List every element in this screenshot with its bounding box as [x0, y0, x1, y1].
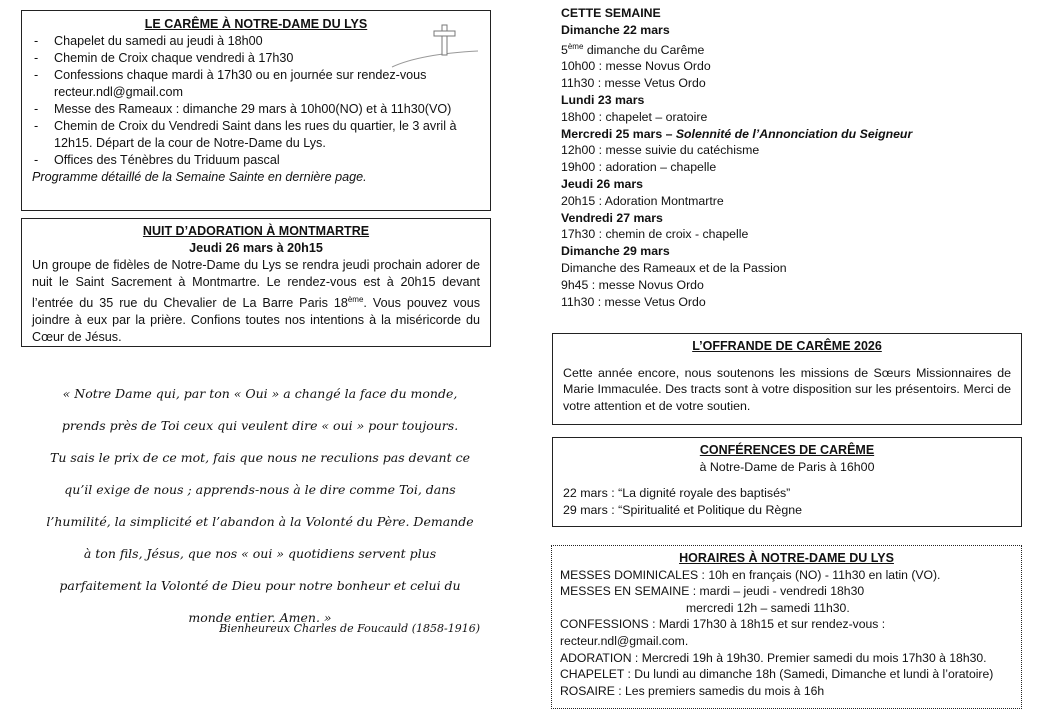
schedule-line: Dimanche des Rameaux et de la Passion	[561, 261, 787, 276]
prayer-line: Tu sais le prix de ce mot, fais que nous ne reculions pas devant ce	[50, 450, 470, 465]
nuit-text-b: . Vous pouvez vous joindre à eux par la prière. Confions toutes nos intentions à la miséricorde du Cœur de Jésus.	[32, 296, 481, 345]
week-title: CETTE SEMAINE	[561, 6, 661, 20]
day-heading: Vendredi 27 mars	[561, 210, 663, 225]
schedule-line: 19h00 : adoration – chapelle	[561, 160, 717, 175]
horaires-title: HORAIRES À NOTRE-DAME DU LYS	[679, 551, 894, 565]
schedule-line: 18h00 : chapelet – oratoire	[561, 109, 708, 124]
schedule-line: 11h30 : messe Vetus Ordo	[561, 76, 706, 91]
careme-title: LE CARÊME À NOTRE-DAME DU LYS	[144, 17, 368, 31]
prayer-line: qu’il exige de nous ; apprends-nous à le dire comme Toi, dans	[64, 482, 456, 497]
horaires-box	[551, 545, 1022, 709]
conferences-title: CONFÉRENCES DE CARÊME	[699, 443, 875, 457]
horaires-line: MESSES DOMINICALES : 10h en français (NO) - 11h30 en latin (VO).	[560, 567, 941, 582]
horaires-line: ROSAIRE : Les premiers samedis du mois à 16h	[560, 683, 825, 698]
list-item: - Confessions chaque mardi à 17h30 ou en journée sur rendez-vous recteur.ndl@gmail.com	[32, 67, 480, 101]
nuit-text-a: Un groupe de fidèles de Notre-Dame du Lys se rendra jeudi prochain adorer de nuit le Saint Sacrement à Montmartre. Le rendez-vous est à 20h15 devant l’entrée du 35 rue du Chevalier de La Barre Paris 18	[32, 258, 480, 311]
nuit-adoration-box	[21, 218, 491, 347]
list-item: - Chemin de Croix chaque vendredi à 17h30	[32, 50, 480, 67]
schedule-line: 10h00 : messe Novus Ordo	[561, 59, 711, 74]
horaires-line: MESSES EN SEMAINE : mardi – jeudi - vendredi 18h30	[560, 584, 865, 599]
offrande-text: Cette année encore, nous soutenons les missions de Sœurs Missionnaires de Marie Immaculée. Des tracts sont à votre disposition sur les présentoirs. Merci de votre attention et de votre soutien.	[563, 365, 1011, 413]
prayer-attribution: Bienheureux Charles de Foucauld (1858-1916)	[219, 622, 480, 635]
conference-item: 22 mars : “La dignité royale des baptisés”	[563, 486, 791, 500]
schedule-line: 20h15 : Adoration Montmartre	[561, 193, 724, 208]
nuit-subtitle: Jeudi 26 mars à 20h15	[189, 241, 323, 255]
conferences-box	[552, 437, 1022, 527]
ordinal-sup: ème	[567, 41, 584, 51]
schedule-line: 9h45 : messe Novus Ordo	[561, 277, 704, 292]
prayer-line: l’humilité, la simplicité et l’abandon à la Volonté du Père. Demande	[46, 514, 474, 529]
schedule-text: dimanche du Carême	[583, 42, 705, 57]
horaires-line: CONFESSIONS : Mardi 17h30 à 18h15 et sur rendez-vous :	[560, 617, 886, 632]
prayer-line: prends près de Toi ceux qui veulent dire « oui » pour toujours.	[61, 418, 459, 433]
horaires-line: mercredi 12h – samedi 11h30.	[686, 600, 850, 615]
conferences-subtitle: à Notre-Dame de Paris à 16h00	[699, 459, 875, 474]
conference-item: 29 mars : “Spiritualité et Politique du Règne	[563, 502, 802, 517]
horaires-line: recteur.ndl@gmail.com.	[560, 633, 689, 648]
prayer-quote	[30, 378, 490, 634]
list-item: - Chapelet du samedi au jeudi à 18h00	[32, 33, 480, 50]
schedule-line: 17h30 : chemin de croix - chapelle	[561, 227, 749, 242]
offrande-title: L’OFFRANDE DE CARÊME 2026	[692, 339, 882, 353]
feast-label: Solennité de l’Annonciation du Seigneur	[675, 126, 913, 141]
nuit-sup: ème	[347, 295, 364, 304]
prayer-line: parfaitement la Volonté de Dieu pour notre bonheur et celui du	[59, 578, 461, 593]
week-schedule	[561, 5, 912, 310]
careme-list	[32, 33, 480, 169]
day-heading: Jeudi 26 mars	[561, 177, 644, 192]
horaires-line: ADORATION : Mercredi 19h à 19h30. Premier samedi du mois 17h30 à 18h30.	[560, 650, 987, 665]
prayer-line: à ton fils, Jésus, que nos « oui » quotidiens servent plus	[83, 546, 437, 561]
schedule-line	[561, 39, 912, 59]
schedule-line: 12h00 : messe suivie du catéchisme	[561, 143, 760, 158]
offrande-box	[552, 333, 1022, 425]
careme-box	[21, 10, 491, 211]
prayer-line: monde entier. Amen. »	[188, 610, 332, 625]
day-heading: Dimanche 29 mars	[561, 244, 670, 259]
day-heading: Dimanche 22 mars	[561, 22, 670, 37]
prayer-line: « Notre Dame qui, par ton « Oui » a changé la face du monde,	[62, 386, 458, 401]
schedule-line: 11h30 : messe Vetus Ordo	[561, 294, 706, 309]
day-label: Mercredi 25 mars –	[561, 126, 676, 141]
ordinal: 5	[561, 42, 568, 57]
horaires-line: CHAPELET : Du lundi au dimanche 18h (Samedi, Dimanche et lundi à l’oratoire)	[560, 667, 994, 682]
list-item: - Chemin de Croix du Vendredi Saint dans les rues du quartier, le 3 avril à 12h15. Départ de la cour de Notre-Dame du Lys.	[32, 118, 480, 152]
list-item: - Offices des Ténèbres du Triduum pascal	[32, 152, 480, 169]
nuit-title: NUIT D’ADORATION À MONTMARTRE	[142, 224, 370, 238]
day-heading: Lundi 23 mars	[561, 93, 645, 108]
careme-note: Programme détaillé de la Semaine Sainte en dernière page.	[32, 170, 367, 184]
list-item: - Messe des Rameaux : dimanche 29 mars à 10h00(NO) et à 11h30(VO)	[32, 101, 480, 118]
nuit-text	[32, 257, 480, 346]
day-heading	[561, 126, 912, 143]
